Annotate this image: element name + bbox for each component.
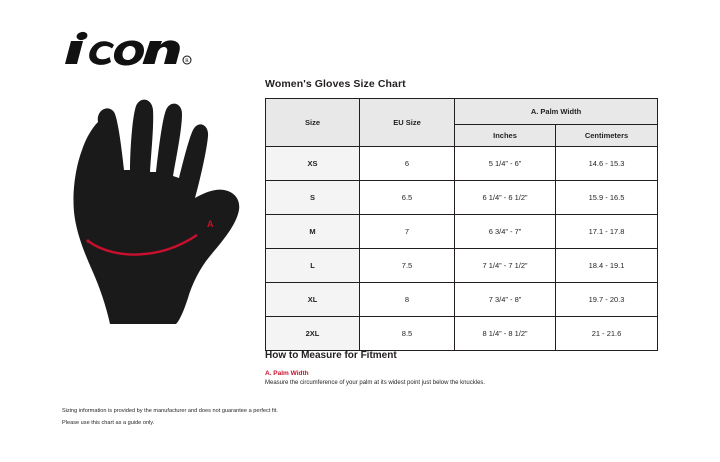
page-title: Women's Gloves Size Chart: [265, 78, 406, 90]
cell-size: XS: [266, 147, 360, 181]
table-row: [266, 215, 658, 249]
footer-line-2: Please use this chart as a guide only.: [62, 419, 155, 426]
column-header-eu-size: EU Size: [360, 99, 455, 147]
cell-eu-size: 7: [360, 215, 455, 249]
column-header-inches: Inches: [455, 125, 556, 147]
footer-disclaimer: [62, 408, 482, 431]
cell-size: S: [266, 181, 360, 215]
column-header-size: Size: [266, 99, 360, 147]
cell-centimeters: 15.9 - 16.5: [556, 181, 658, 215]
footer-line-1: Sizing information is provided by the manufacturer and does not guarantee a perfect fit.: [62, 408, 278, 414]
table-row: [266, 317, 658, 351]
how-to-measure-item-label: A. Palm Width: [265, 370, 309, 377]
size-chart-block: [265, 78, 657, 351]
cell-inches: 7 1/4” - 7 1/2”: [455, 249, 556, 283]
cell-eu-size: 8.5: [360, 317, 455, 351]
icon-brand-logo: [62, 30, 212, 70]
svg-text:R: R: [185, 58, 189, 64]
table-row: [266, 147, 658, 181]
cell-size: M: [266, 215, 360, 249]
how-to-measure-item-text: Measure the circumference of your palm at its widest point just below the knuckles.: [265, 380, 486, 386]
glove-silhouette: [73, 100, 239, 324]
cell-inches: 5 1/4” - 6”: [455, 147, 556, 181]
cell-size: XL: [266, 283, 360, 317]
cell-centimeters: 17.1 - 17.8: [556, 215, 658, 249]
glove-measurement-diagram: [52, 92, 267, 324]
cell-size: L: [266, 249, 360, 283]
cell-centimeters: 21 - 21.6: [556, 317, 658, 351]
column-header-centimeters: Centimeters: [556, 125, 658, 147]
cell-inches: 7 3/4” - 8”: [455, 283, 556, 317]
table-row: [266, 283, 658, 317]
cell-eu-size: 7.5: [360, 249, 455, 283]
cell-eu-size: 6.5: [360, 181, 455, 215]
cell-inches: 6 3/4” - 7”: [455, 215, 556, 249]
cell-centimeters: 18.4 - 19.1: [556, 249, 658, 283]
table-row: [266, 249, 658, 283]
palm-measure-line-left-tip: [86, 239, 89, 242]
column-header-palm-width: A. Palm Width: [455, 99, 658, 125]
table-row: [266, 181, 658, 215]
cell-eu-size: 6: [360, 147, 455, 181]
how-to-measure-section: [265, 350, 665, 388]
size-chart-table: [265, 98, 658, 351]
cell-eu-size: 8: [360, 283, 455, 317]
cell-size: 2XL: [266, 317, 360, 351]
cell-inches: 6 1/4” - 6 1/2”: [455, 181, 556, 215]
table-header-row-1: [266, 99, 658, 125]
cell-inches: 8 1/4” - 8 1/2”: [455, 317, 556, 351]
how-to-measure-title: How to Measure for Fitment: [265, 350, 397, 361]
diagram-label-a: A: [207, 219, 214, 229]
cell-centimeters: 19.7 - 20.3: [556, 283, 658, 317]
cell-centimeters: 14.6 - 15.3: [556, 147, 658, 181]
